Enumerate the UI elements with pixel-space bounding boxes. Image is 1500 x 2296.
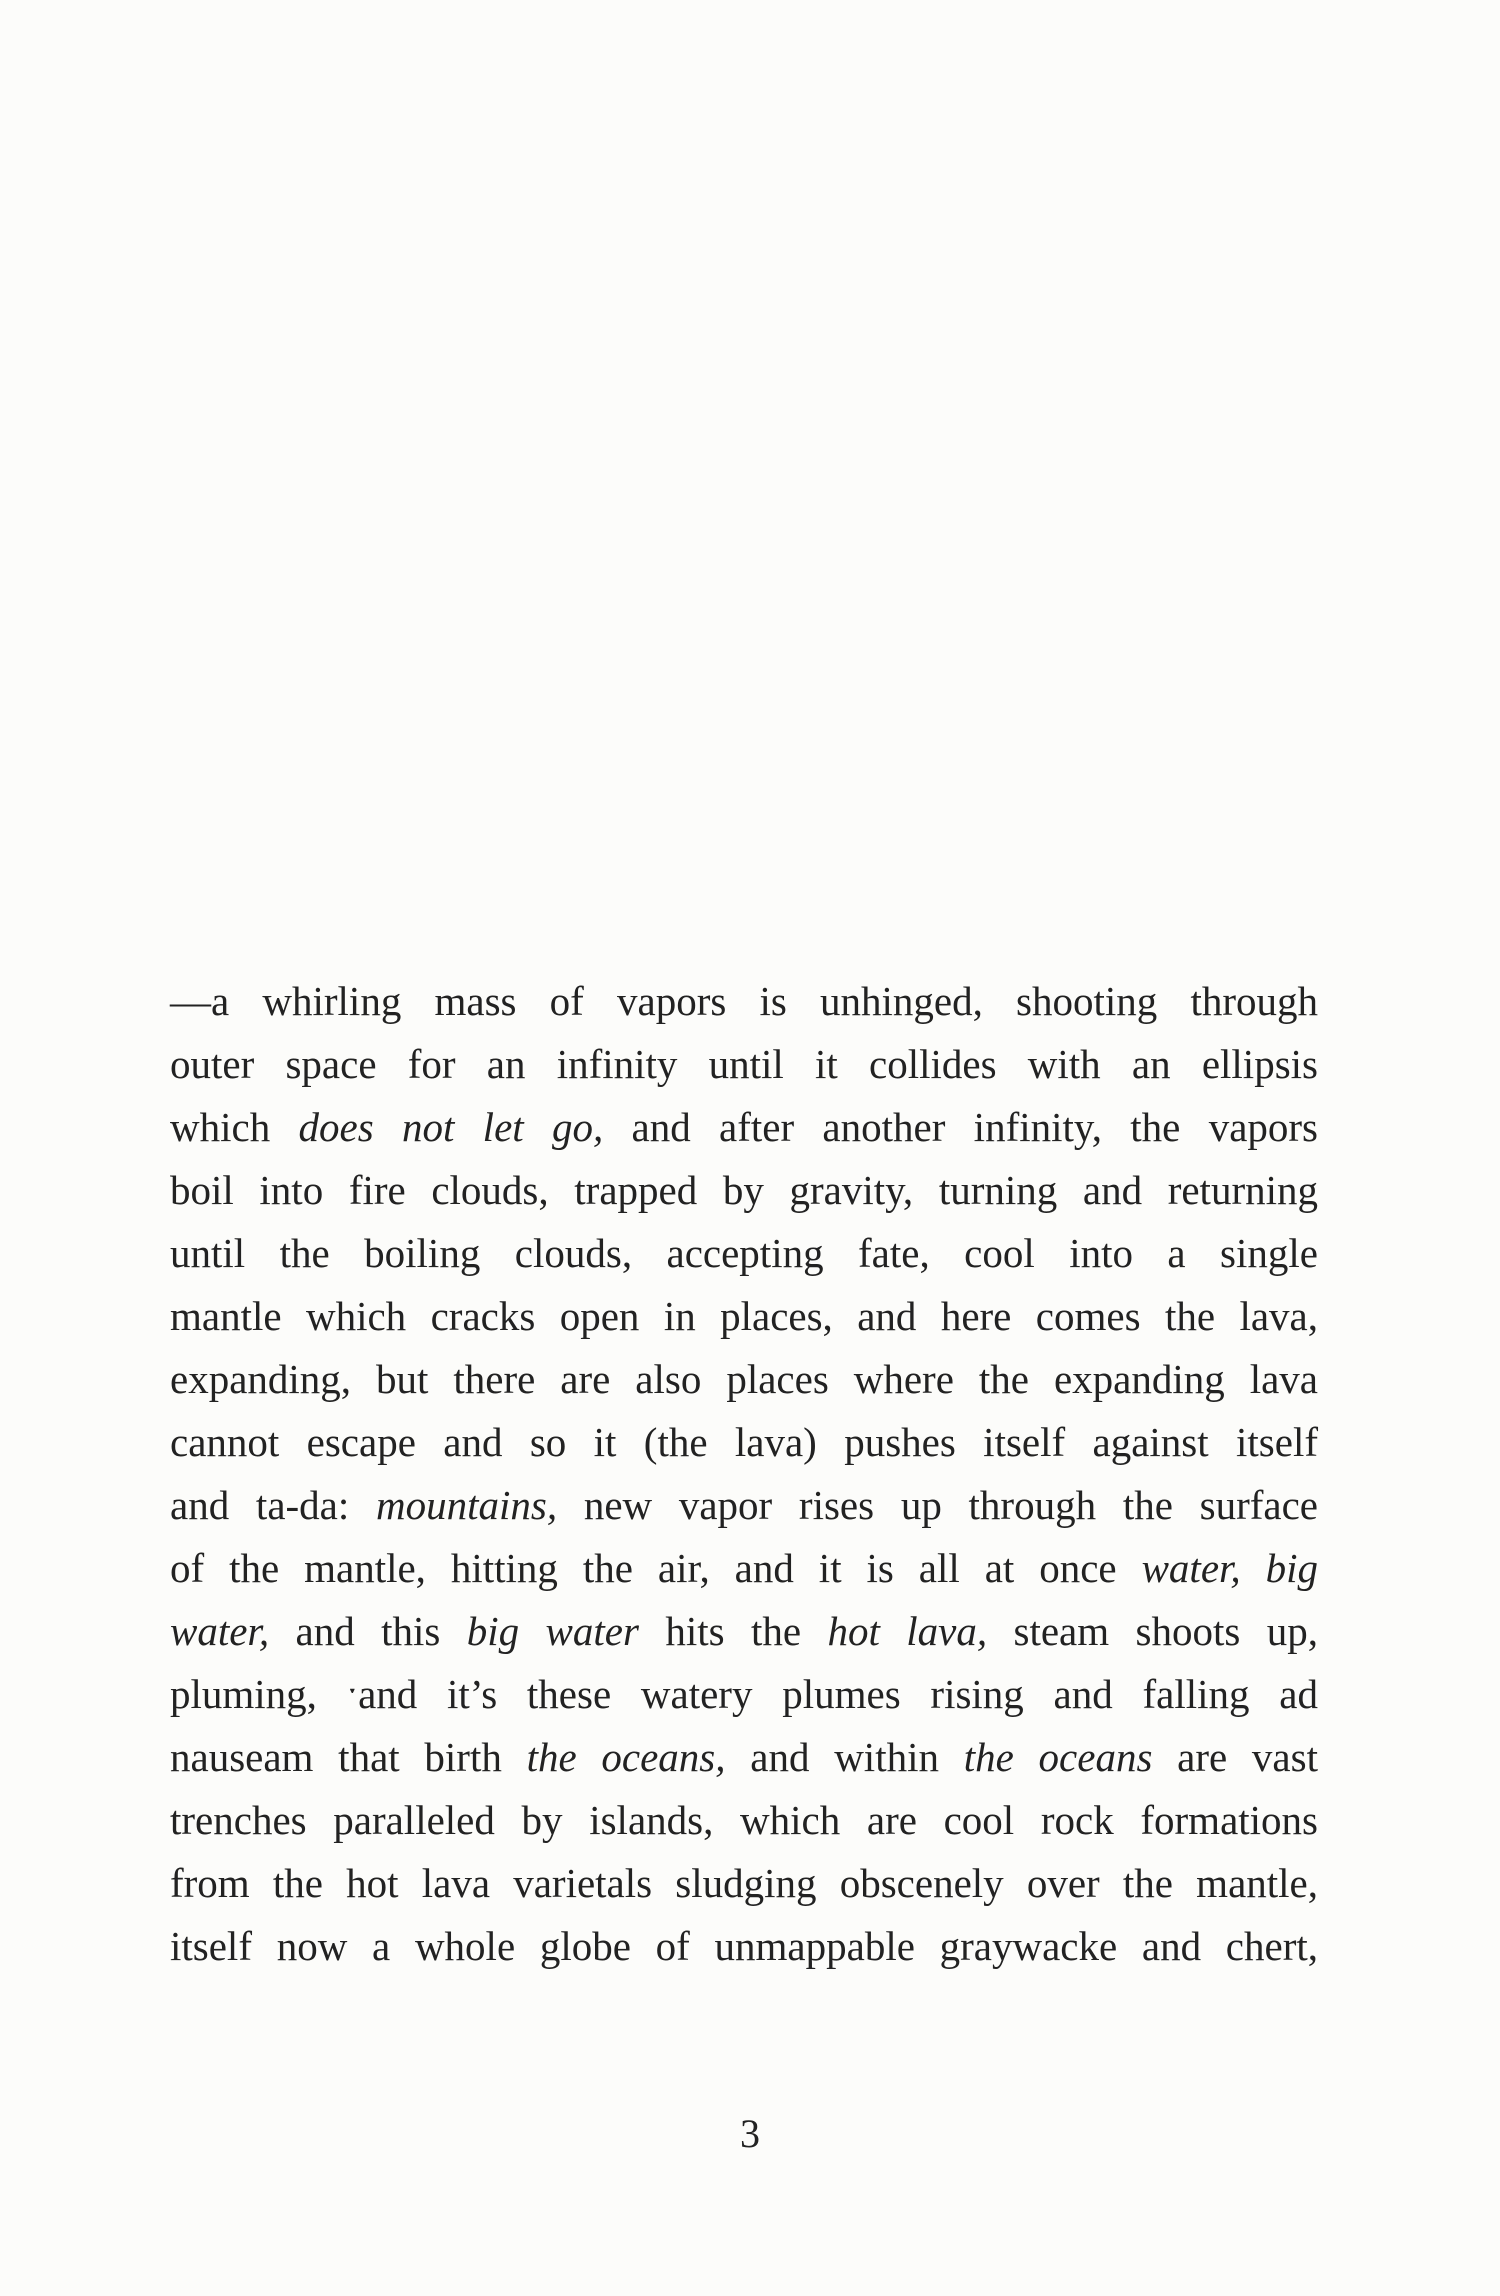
italic-run: hot lava,: [827, 1608, 988, 1654]
italic-run: mountains,: [375, 1482, 558, 1528]
text-line: [170, 1726, 1318, 1789]
text-line: [170, 1285, 1318, 1348]
text-run: and within: [725, 1734, 964, 1780]
text-line: [170, 1663, 1318, 1726]
text-run: boil into fire clouds, trapped by gravity, turning and returning: [170, 1167, 1318, 1213]
text-line: [170, 1915, 1318, 1978]
text-line: [170, 1348, 1318, 1411]
text-run: mantle which cracks open in places, and here comes the lava,: [170, 1293, 1318, 1339]
text-line: [170, 1096, 1318, 1159]
text-run: of the mantle, hitting the air, and it is all at once: [170, 1545, 1142, 1591]
italic-run: water, big: [1141, 1545, 1318, 1591]
italic-run: big water: [466, 1608, 639, 1654]
text-run: trenches paralleled by islands, which are cool rock formations: [170, 1797, 1318, 1843]
text-line: [170, 1033, 1318, 1096]
text-run: expanding, but there are also places where the expanding lava: [170, 1356, 1318, 1402]
italic-run: the oceans,: [526, 1734, 726, 1780]
text-line: [170, 1159, 1318, 1222]
text-run: outer space for an infinity until it collides with an ellipsis: [170, 1041, 1318, 1087]
text-run: from the hot lava varietals sludging obscenely over the mantle,: [170, 1860, 1318, 1906]
italic-run: water,: [170, 1608, 270, 1654]
text-run: and after another infinity, the vapors: [603, 1104, 1318, 1150]
text-run: steam shoots up,: [987, 1608, 1318, 1654]
text-run: and ta-da:: [170, 1482, 376, 1528]
text-line: [170, 1852, 1318, 1915]
text-run: itself now a whole globe of unmappable graywacke and chert,: [170, 1923, 1318, 1969]
text-line: [170, 1411, 1318, 1474]
text-line: [170, 1600, 1318, 1663]
italic-run: the oceans: [963, 1734, 1153, 1780]
text-run: pluming, ˑand it’s these watery plumes rising and falling ad: [170, 1671, 1318, 1717]
italic-run: does not let go,: [298, 1104, 604, 1150]
text-run: new vapor rises up through the surface: [557, 1482, 1318, 1528]
page-number: 3: [740, 2111, 760, 2156]
text-run: until the boiling clouds, accepting fate, cool into a single: [170, 1230, 1318, 1276]
text-line: [170, 1222, 1318, 1285]
text-line: [170, 1474, 1318, 1537]
text-run: —a whirling mass of vapors is unhinged, shooting through: [170, 978, 1318, 1024]
text-run: and this: [269, 1608, 467, 1654]
text-run: nauseam that birth: [170, 1734, 527, 1780]
text-line: [170, 970, 1318, 1033]
text-run: which: [170, 1104, 299, 1150]
text-run: are vast: [1152, 1734, 1318, 1780]
text-run: hits the: [638, 1608, 828, 1654]
text-line: [170, 1789, 1318, 1852]
text-line: [170, 1537, 1318, 1600]
body-text: [170, 970, 1318, 1978]
text-run: cannot escape and so it (the lava) pushes itself against itself: [170, 1419, 1318, 1465]
